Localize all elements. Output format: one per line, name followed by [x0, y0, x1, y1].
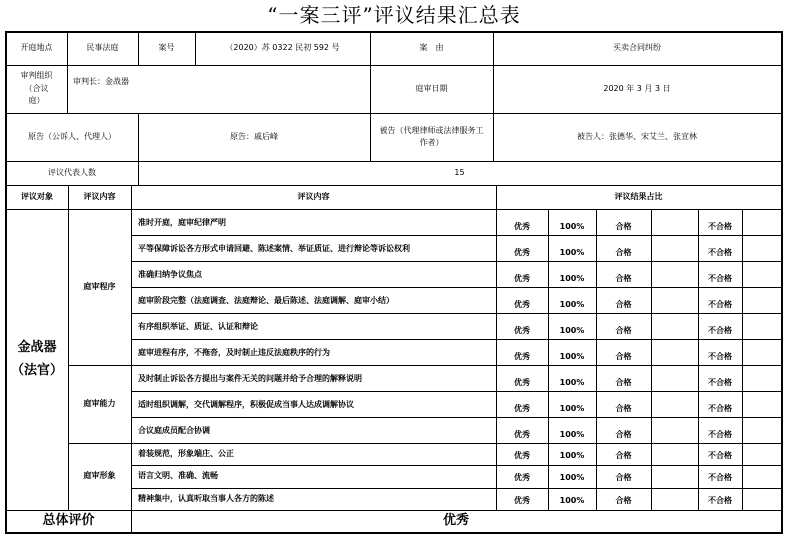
result-cell-r2: 100%	[559, 247, 585, 257]
page-title: “一案三评”评议结果汇总表	[267, 3, 521, 27]
result-cell-r4	[651, 287, 698, 313]
plaintiff-value: 原告：戚后峰	[230, 131, 278, 141]
group-image: 庭审形象	[83, 471, 116, 481]
header-content: 评议内容	[297, 191, 330, 201]
result-cell-r1: 优秀	[514, 273, 530, 283]
v-rule	[493, 32, 494, 161]
result-cell-r3: 合格	[615, 429, 632, 439]
result-cell-r6	[742, 261, 781, 287]
plaintiff-label: 原告（公诉人、代理人）	[28, 131, 116, 141]
result-cell-r2: 100%	[559, 299, 585, 309]
result-cell-r2: 100%	[559, 473, 585, 483]
result-cell-r3: 合格	[615, 473, 632, 483]
target-name: 金战器	[17, 340, 57, 356]
defendant-label: 被告（代理律师或法律服务工作者）	[379, 125, 484, 147]
result-cell-r4	[651, 339, 698, 365]
result-cell-r1: 优秀	[514, 473, 530, 483]
result-cell-r1: 优秀	[514, 325, 530, 335]
result-cell-r2: 100%	[559, 429, 585, 439]
result-cell-r6	[742, 391, 781, 417]
reviewers-value: 15	[454, 167, 465, 177]
case-number-value: （2020）苏 0322 民初 592 号	[225, 43, 340, 53]
h-rule	[131, 365, 781, 366]
cause-label: 案 由	[419, 43, 444, 53]
cause-value: 买卖合同纠纷	[613, 43, 661, 53]
date-value: 2020 年 3 月 3 日	[603, 83, 671, 93]
result-cell-r3: 合格	[615, 495, 632, 505]
v-rule	[68, 185, 69, 510]
target-judge	[6, 209, 68, 510]
venue-label: 开庭地点	[20, 43, 53, 53]
result-cell-r6	[742, 417, 781, 443]
result-cell-r5: 不合格	[708, 273, 732, 283]
h-rule	[131, 313, 781, 314]
result-cell-r3: 合格	[615, 450, 632, 460]
v-rule	[496, 185, 497, 510]
criteria-content: 庭审阶段完整（法庭调查、法庭辩论、最后陈述、法庭调解、庭审小结）	[138, 295, 394, 305]
result-cell-r6	[742, 365, 781, 391]
result-cell-r2: 100%	[559, 450, 585, 460]
panel-value: 审判长：金战器	[73, 76, 129, 86]
h-rule	[131, 417, 781, 418]
result-cell-r3: 合格	[615, 247, 632, 257]
result-cell-r1: 优秀	[514, 221, 530, 231]
result-cell-r6	[742, 313, 781, 339]
result-cell-r5: 不合格	[708, 325, 732, 335]
v-rule	[138, 32, 139, 65]
h-rule	[6, 510, 781, 511]
group-ability: 庭审能力	[83, 398, 116, 408]
result-cell-r4	[651, 365, 698, 391]
result-cell-r2: 100%	[559, 403, 585, 413]
overall-label: 总体评价	[42, 512, 95, 528]
h-rule	[131, 443, 781, 444]
result-cell-r4	[651, 235, 698, 261]
result-cell-r5: 不合格	[708, 429, 732, 439]
result-cell-r4	[651, 417, 698, 443]
result-cell-r1: 优秀	[514, 247, 530, 257]
result-cell-r6	[742, 209, 781, 235]
result-cell-r1: 优秀	[514, 429, 530, 439]
result-cell-r6	[742, 287, 781, 313]
case-number-label: 案号	[158, 43, 175, 53]
result-cell-r2: 100%	[559, 351, 585, 361]
v-rule	[781, 31, 783, 534]
h-rule	[131, 391, 781, 392]
h-rule	[6, 209, 781, 210]
result-cell-r1: 优秀	[514, 351, 530, 361]
defendant-value: 被告人：张德华、宋艾兰、张宣林	[577, 131, 697, 141]
target-role: （法官）	[10, 362, 63, 378]
result-cell-r4	[651, 465, 698, 488]
v-rule	[5, 31, 7, 534]
result-cell-r6	[742, 465, 781, 488]
v-rule	[195, 32, 196, 65]
result-cell-r3: 合格	[615, 351, 632, 361]
criteria-content: 及时制止诉讼各方提出与案件无关的问题并给予合理的解释说明	[138, 373, 362, 383]
header-result: 评议结果占比	[614, 191, 663, 201]
criteria-content: 语言文明、准确、流畅	[138, 471, 218, 481]
result-cell-r3: 合格	[615, 221, 632, 231]
header-target: 评议对象	[21, 191, 53, 201]
result-cell-r4	[651, 443, 698, 465]
result-cell-r5: 不合格	[708, 377, 732, 387]
result-cell-r5: 不合格	[708, 403, 732, 413]
v-rule	[370, 32, 371, 161]
result-cell-r4	[651, 391, 698, 417]
v-rule	[67, 32, 68, 113]
group-procedure: 庭审程序	[83, 281, 116, 291]
result-cell-r1: 优秀	[514, 495, 530, 505]
h-rule	[131, 465, 781, 466]
result-cell-r4	[651, 261, 698, 287]
result-cell-r5: 不合格	[708, 450, 732, 460]
date-label: 庭审日期	[415, 83, 448, 93]
result-cell-r3: 合格	[615, 325, 632, 335]
v-rule	[131, 185, 132, 532]
v-rule	[138, 113, 139, 185]
header-category: 评议内容	[83, 191, 116, 201]
result-cell-r4	[651, 488, 698, 510]
result-cell-r4	[651, 313, 698, 339]
criteria-content: 适时组织调解，交代调解程序，积极促成当事人达成调解协议	[138, 399, 354, 409]
h-rule	[6, 185, 781, 186]
result-cell-r2: 100%	[559, 325, 585, 335]
h-rule	[131, 261, 781, 262]
result-cell-r1: 优秀	[514, 377, 530, 387]
criteria-content: 合议庭成员配合协调	[138, 425, 210, 435]
result-cell-r1: 优秀	[514, 450, 530, 460]
result-cell-r6	[742, 443, 781, 465]
criteria-content: 着装规范，形象端庄、公正	[138, 448, 234, 458]
result-cell-r5: 不合格	[708, 473, 732, 483]
criteria-content: 准时开庭，庭审纪律严明	[138, 217, 226, 227]
result-cell-r5: 不合格	[708, 351, 732, 361]
h-rule	[6, 161, 781, 162]
h-rule	[131, 235, 781, 236]
result-cell-r5: 不合格	[708, 247, 732, 257]
result-cell-r2: 100%	[559, 377, 585, 387]
result-cell-r4	[651, 209, 698, 235]
result-cell-r2: 100%	[559, 273, 585, 283]
result-cell-r2: 100%	[559, 495, 585, 505]
criteria-content: 有序组织举证、质证、认证和辩论	[138, 321, 258, 331]
result-cell-r5: 不合格	[708, 221, 732, 231]
result-cell-r3: 合格	[615, 403, 632, 413]
h-rule	[68, 365, 131, 366]
h-rule	[6, 113, 781, 114]
criteria-content: 精神集中，认真听取当事人各方的陈述	[138, 493, 274, 503]
h-rule	[5, 532, 782, 534]
result-cell-r2: 100%	[559, 221, 585, 231]
result-cell-r1: 优秀	[514, 403, 530, 413]
h-rule	[131, 287, 781, 288]
result-cell-r5: 不合格	[708, 299, 732, 309]
result-cell-r3: 合格	[615, 377, 632, 387]
overall-value: 优秀	[442, 512, 469, 528]
h-rule	[6, 65, 781, 66]
h-rule	[131, 339, 781, 340]
criteria-content: 准确归纳争议焦点	[138, 269, 202, 279]
result-cell-r3: 合格	[615, 299, 632, 309]
criteria-content: 平等保障诉讼各方形式申请回避、陈述案情、举证质证、进行辩论等诉讼权利	[138, 243, 410, 253]
h-rule	[131, 488, 781, 489]
criteria-content: 庭审进程有序，不拖沓，及时制止违反法庭秩序的行为	[138, 347, 330, 357]
result-cell-r6	[742, 235, 781, 261]
result-cell-r1: 优秀	[514, 299, 530, 309]
panel-label: 审判组织（合议庭）	[20, 71, 53, 106]
result-cell-r5: 不合格	[708, 495, 732, 505]
venue-value: 民事法庭	[86, 43, 119, 53]
result-cell-r6	[742, 488, 781, 510]
result-cell-r3: 合格	[615, 273, 632, 283]
reviewers-label: 评议代表人数	[48, 167, 96, 177]
result-cell-r6	[742, 339, 781, 365]
h-rule	[68, 443, 131, 444]
h-rule	[5, 31, 782, 33]
